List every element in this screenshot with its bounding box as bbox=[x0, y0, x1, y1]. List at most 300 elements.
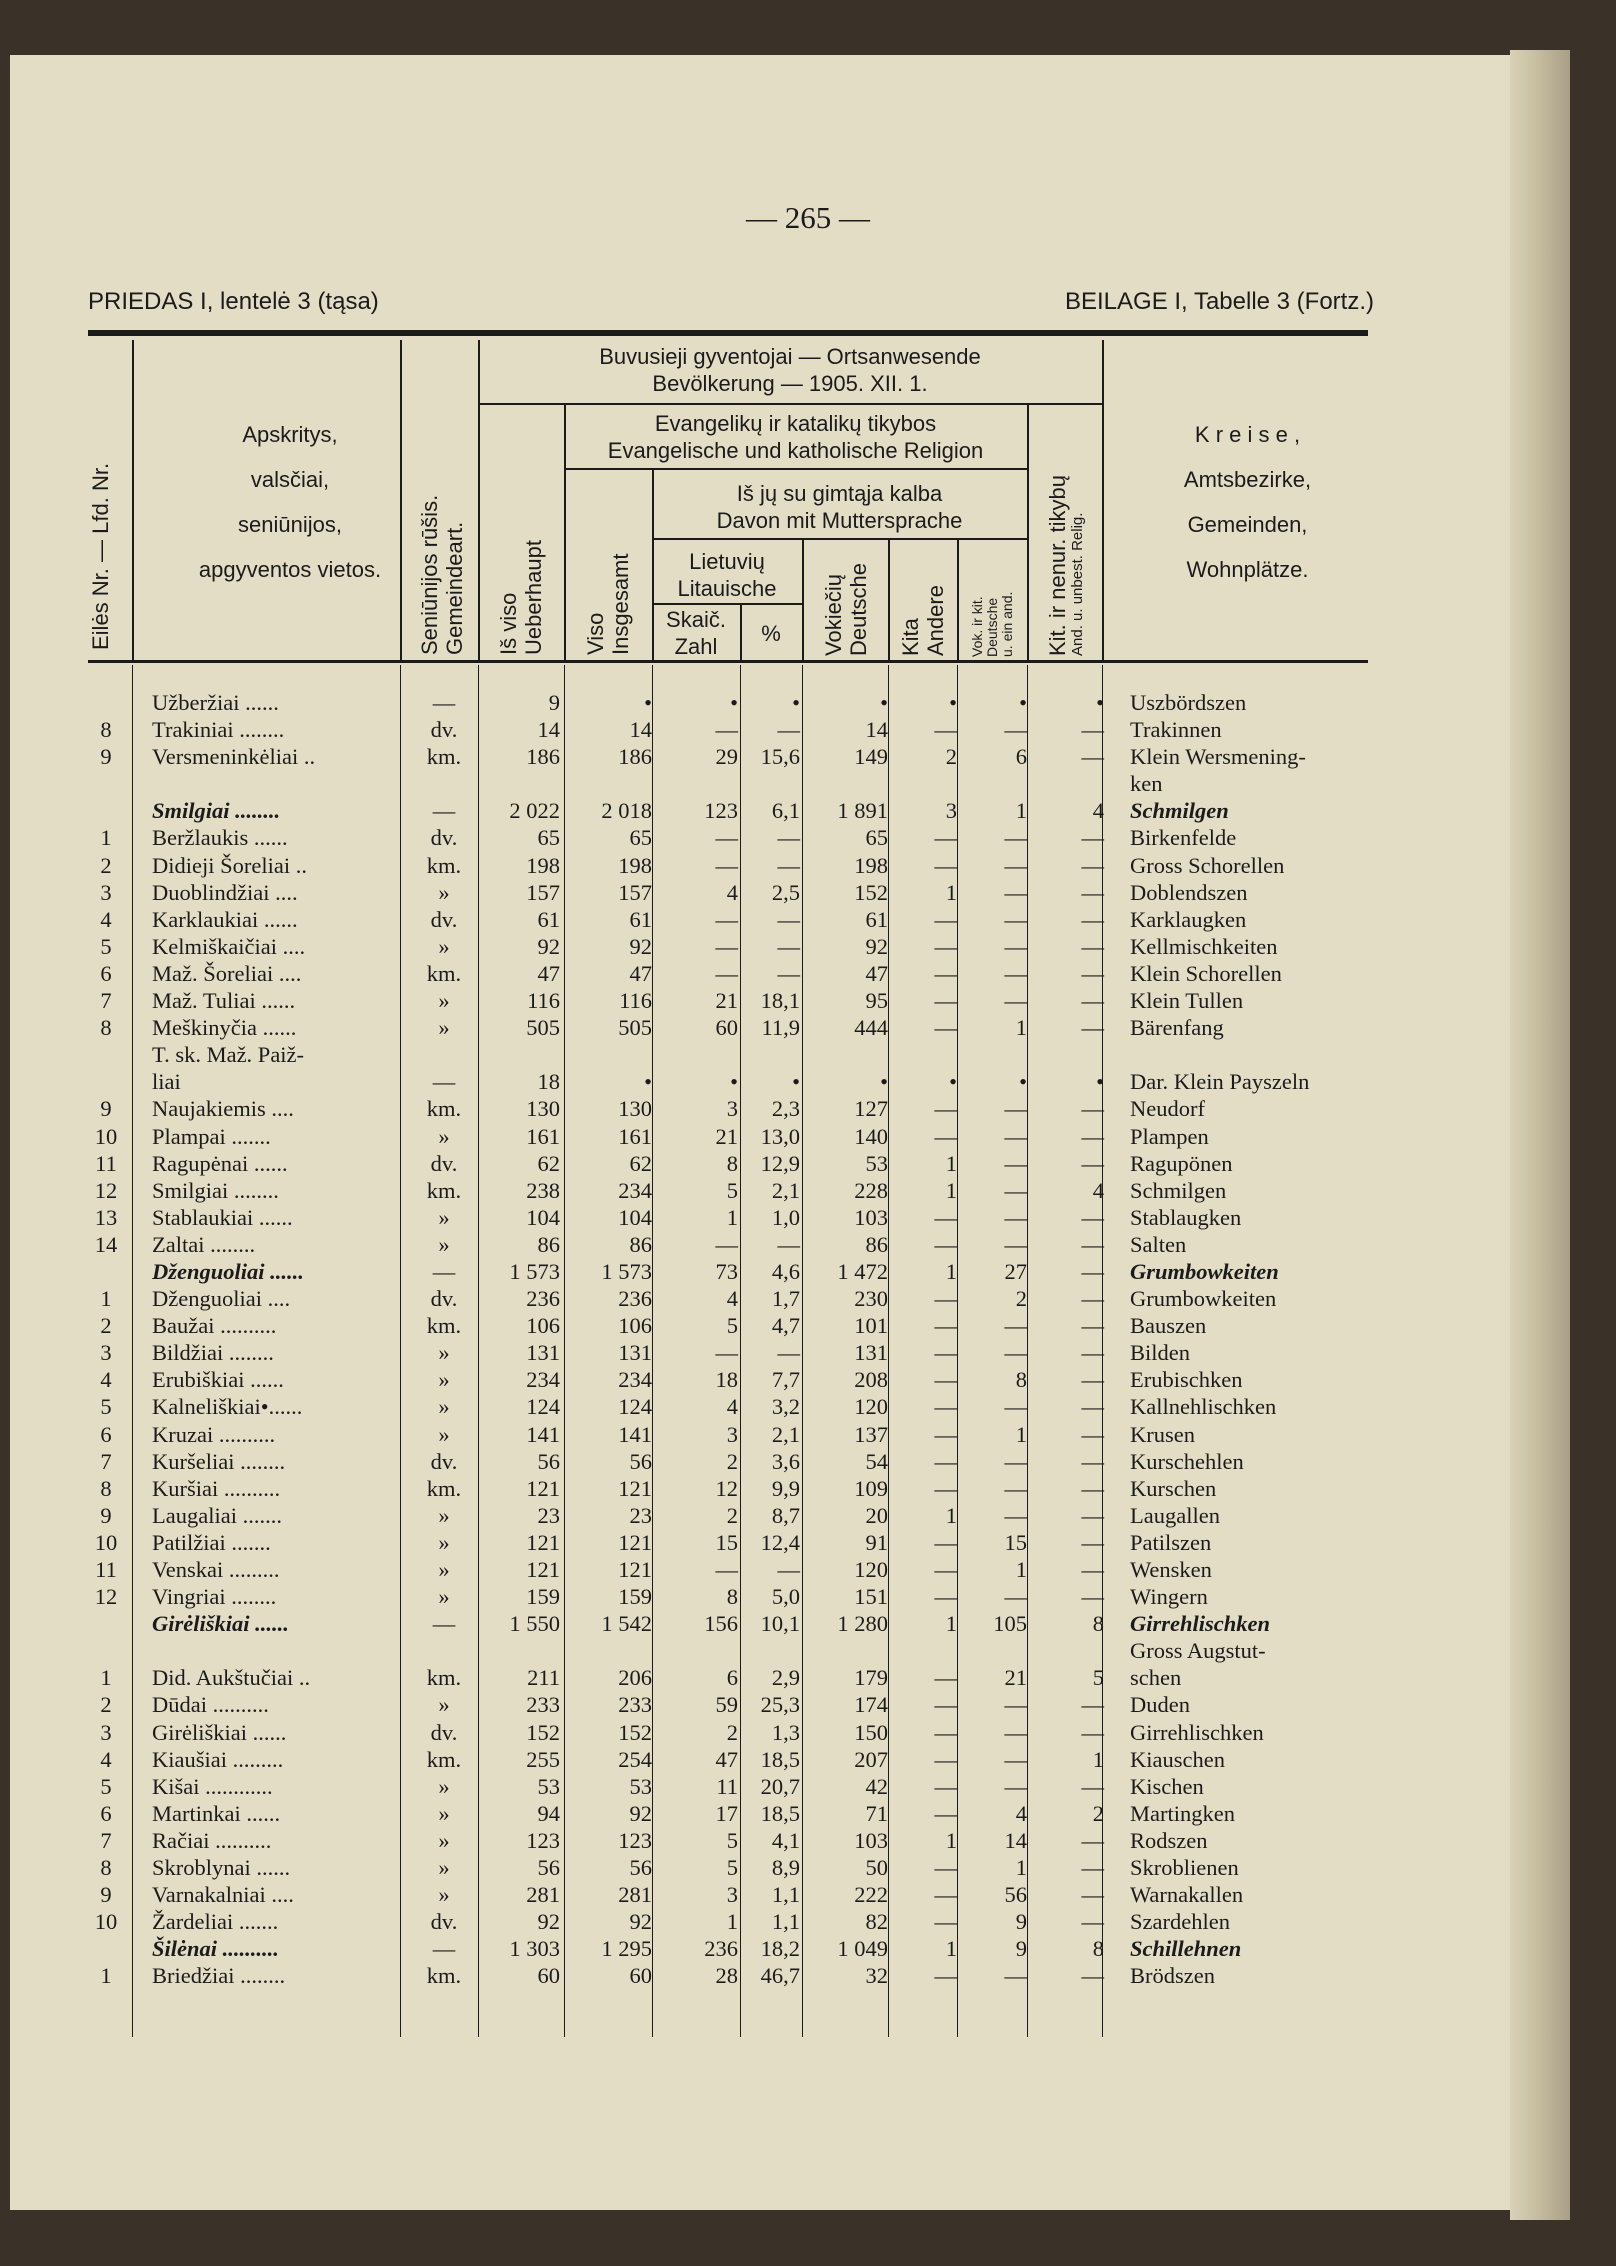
cell-insg: 234 bbox=[618, 1367, 652, 1393]
cell-vkit: 1 bbox=[1015, 798, 1027, 824]
cell-de: Warnakallen bbox=[1130, 1882, 1244, 1908]
cell-and: — bbox=[934, 1692, 957, 1718]
cell-de: Klein Schorellen bbox=[1130, 960, 1282, 986]
cell-pct: 2,3 bbox=[771, 1096, 800, 1122]
cell-nr: 12 bbox=[94, 1584, 118, 1610]
cell-kit: 8 bbox=[1092, 1936, 1104, 1962]
cell-skz: 4 bbox=[726, 1286, 738, 1312]
cell-total: 61 bbox=[537, 906, 560, 932]
cell-de: Krusen bbox=[1130, 1421, 1195, 1447]
cell-vkit: — bbox=[1004, 1448, 1027, 1474]
cell-de: Stablaugken bbox=[1130, 1204, 1242, 1230]
cell-vkit: 105 bbox=[993, 1611, 1027, 1637]
cell-vkit: — bbox=[1004, 988, 1027, 1014]
cell-total: 62 bbox=[537, 1150, 560, 1176]
cell-insg: 186 bbox=[618, 744, 652, 770]
cell-kit: — bbox=[1081, 717, 1104, 743]
de-header-line: Gemeinden, bbox=[1187, 512, 1308, 537]
cell-insg: 198 bbox=[618, 852, 652, 878]
cell-vok: 50 bbox=[865, 1855, 888, 1881]
cell-name: Karklaukiai ...... bbox=[152, 906, 298, 932]
cell-de: Plampen bbox=[1130, 1123, 1209, 1149]
cell-vkit: 1 bbox=[1015, 1557, 1027, 1582]
cell-vkit: — bbox=[1004, 1773, 1027, 1799]
cell-type: — bbox=[432, 690, 456, 715]
evang-rule bbox=[564, 468, 1027, 470]
cell-vkit: — bbox=[1004, 1123, 1027, 1149]
cell-kit: — bbox=[1081, 1367, 1104, 1393]
cell-vkit: — bbox=[1004, 960, 1027, 986]
cell-insg: 161 bbox=[618, 1123, 652, 1149]
name-header-line: apgyventos vietos. bbox=[198, 557, 382, 582]
cell-pct: 18,1 bbox=[760, 988, 800, 1014]
table-row bbox=[0, 906, 1500, 933]
cell-de: Kurschen bbox=[1130, 1475, 1217, 1501]
cell-kit: — bbox=[1081, 1204, 1104, 1230]
cell-skz: 60 bbox=[715, 1015, 738, 1041]
cell-vok: 91 bbox=[865, 1529, 888, 1555]
cell-type: » bbox=[438, 1421, 450, 1447]
cell-pct: 3,2 bbox=[771, 1394, 800, 1420]
cell-total: 92 bbox=[537, 933, 560, 959]
cell-kit: — bbox=[1081, 1502, 1104, 1528]
cell-de: Gross Augstut- bbox=[1130, 1638, 1266, 1664]
cell-skz: 2 bbox=[726, 1719, 738, 1745]
cell-pct: 13,0 bbox=[760, 1123, 800, 1149]
cell-insg: 505 bbox=[618, 1015, 652, 1041]
skz-header-line: Skaič. bbox=[666, 607, 726, 632]
cell-kit: — bbox=[1081, 1286, 1104, 1312]
cell-total: 94 bbox=[537, 1800, 560, 1826]
cell-skz: 73 bbox=[715, 1258, 738, 1284]
cell-skz: 1 bbox=[726, 1909, 738, 1935]
cell-kit: — bbox=[1081, 1963, 1104, 1989]
table-row bbox=[0, 1150, 1500, 1177]
book-spine bbox=[1510, 50, 1570, 2220]
cell-total: 18 bbox=[537, 1069, 560, 1095]
cell-de: Bauszen bbox=[1130, 1313, 1207, 1339]
table-row bbox=[0, 824, 1500, 851]
cell-vkit: 21 bbox=[1004, 1665, 1027, 1691]
cell-vok: • bbox=[880, 690, 888, 715]
table-row bbox=[0, 1312, 1500, 1339]
table-row bbox=[0, 1637, 1500, 1664]
cell-kit: — bbox=[1081, 1719, 1104, 1745]
cell-type: km. bbox=[426, 1177, 462, 1203]
cell-pct: • bbox=[792, 1069, 800, 1095]
table-row bbox=[0, 1421, 1500, 1448]
cell-insg: 23 bbox=[629, 1502, 652, 1528]
cell-insg: • bbox=[644, 1069, 652, 1095]
type-header bbox=[408, 445, 476, 655]
cell-nr: 4 bbox=[100, 906, 112, 932]
cell-total: 86 bbox=[537, 1231, 560, 1257]
cell-and: — bbox=[934, 1313, 957, 1339]
cell-vok: 228 bbox=[854, 1177, 888, 1203]
cell-kit: — bbox=[1081, 1855, 1104, 1881]
cell-skz: • bbox=[730, 690, 738, 715]
cell-and: — bbox=[934, 988, 957, 1014]
cell-insg: 92 bbox=[629, 933, 652, 959]
cell-and: 1 bbox=[945, 879, 957, 905]
cell-type: km. bbox=[426, 1475, 462, 1501]
cell-skz: — bbox=[715, 1340, 738, 1366]
cell-vok: 149 bbox=[854, 744, 888, 770]
cell-de: Klein Tullen bbox=[1130, 988, 1244, 1014]
cell-nr: 5 bbox=[100, 1394, 112, 1420]
table-row bbox=[0, 1962, 1500, 1989]
cell-total: 1 573 bbox=[509, 1258, 560, 1284]
cell-type: — bbox=[432, 798, 456, 824]
cell-name: Patilžiai ....... bbox=[152, 1529, 271, 1555]
table-row bbox=[0, 1529, 1500, 1556]
cell-name: Stablaukiai ...... bbox=[152, 1204, 293, 1230]
cell-insg: 1 573 bbox=[601, 1258, 652, 1284]
cell-insg: 14 bbox=[629, 717, 652, 743]
cell-kit: — bbox=[1081, 988, 1104, 1014]
cell-insg: 1 295 bbox=[601, 1936, 652, 1962]
col-divider bbox=[957, 540, 959, 660]
cell-skz: 28 bbox=[715, 1963, 738, 1989]
cell-vkit: — bbox=[1004, 1746, 1027, 1772]
cell-nr: 10 bbox=[94, 1909, 118, 1935]
cell-kit: — bbox=[1081, 1584, 1104, 1610]
cell-total: 92 bbox=[537, 1909, 560, 1935]
cell-kit: — bbox=[1081, 1313, 1104, 1339]
name-header-line: Apskritys, bbox=[242, 422, 338, 447]
cell-type: » bbox=[438, 1204, 450, 1230]
cell-pct: — bbox=[777, 960, 800, 986]
cell-kit: — bbox=[1081, 1123, 1104, 1149]
cell-nr: 13 bbox=[94, 1204, 118, 1230]
cell-insg: 2 018 bbox=[601, 798, 652, 824]
cell-name: Duoblindžiai .... bbox=[152, 879, 298, 905]
skz-header-line: Zahl bbox=[674, 634, 718, 659]
cell-vkit: — bbox=[1004, 1231, 1027, 1257]
cell-nr: 11 bbox=[95, 1150, 117, 1176]
cell-vkit: — bbox=[1004, 933, 1027, 959]
cell-nr: 1 bbox=[100, 1286, 112, 1312]
cell-pct: 1,1 bbox=[771, 1882, 800, 1908]
evang-header-line: Evangelische und katholische Religion bbox=[607, 438, 984, 463]
cell-de: Grumbowkeiten bbox=[1130, 1286, 1277, 1312]
cell-name: Žardeliai ....... bbox=[152, 1909, 279, 1935]
cell-name: Varnakalniai .... bbox=[152, 1882, 294, 1908]
lit-rule bbox=[652, 603, 802, 605]
cell-type: dv. bbox=[430, 906, 458, 932]
cell-type: km. bbox=[426, 1746, 462, 1772]
cell-nr: 9 bbox=[100, 1882, 112, 1908]
col-divider bbox=[400, 340, 402, 660]
cell-de: Rodszen bbox=[1130, 1827, 1208, 1853]
cell-de: Karklaugken bbox=[1130, 906, 1247, 932]
cell-name: liai bbox=[152, 1069, 181, 1095]
cell-and: — bbox=[934, 1015, 957, 1041]
cell-pct: 9,9 bbox=[771, 1475, 800, 1501]
cell-and: 3 bbox=[945, 798, 957, 824]
cell-name: Baužai .......... bbox=[152, 1313, 277, 1339]
cell-pct: 1,0 bbox=[771, 1204, 800, 1230]
cell-de: Grumbowkeiten bbox=[1130, 1258, 1279, 1284]
cell-insg: 254 bbox=[618, 1746, 652, 1772]
cell-pct: — bbox=[777, 852, 800, 878]
cell-insg: 65 bbox=[629, 825, 652, 851]
cell-vok: 140 bbox=[854, 1123, 888, 1149]
cell-name: Užberžiai ...... bbox=[152, 690, 279, 715]
cell-vok: 131 bbox=[854, 1340, 888, 1366]
cell-name: Kruzai .......... bbox=[152, 1421, 276, 1447]
cell-insg: 92 bbox=[629, 1800, 652, 1826]
cell-pct: — bbox=[777, 1340, 800, 1366]
cell-vok: 152 bbox=[854, 879, 888, 905]
cell-and: — bbox=[934, 1448, 957, 1474]
table-row bbox=[0, 1556, 1500, 1583]
cell-type: » bbox=[438, 879, 450, 905]
cell-pct: 18,2 bbox=[760, 1936, 800, 1962]
cell-type: — bbox=[432, 1069, 456, 1095]
cell-insg: 121 bbox=[618, 1557, 652, 1582]
cell-and: — bbox=[934, 1231, 957, 1257]
cell-name: Kuršiai .......... bbox=[152, 1475, 281, 1501]
cell-total: 198 bbox=[526, 852, 560, 878]
cell-type: » bbox=[438, 1394, 450, 1420]
cell-total: 106 bbox=[526, 1313, 560, 1339]
cell-type: » bbox=[438, 1773, 450, 1799]
cell-vok: 1 472 bbox=[837, 1258, 888, 1284]
cell-skz: — bbox=[715, 852, 738, 878]
cell-insg: 106 bbox=[618, 1313, 652, 1339]
cell-insg: 56 bbox=[629, 1448, 652, 1474]
group-header-line: Bevölkerung — 1905. XII. 1. bbox=[652, 371, 928, 396]
cell-and: 1 bbox=[945, 1258, 957, 1284]
cell-nr: 8 bbox=[100, 717, 112, 743]
cell-and: — bbox=[934, 852, 957, 878]
cell-skz: 8 bbox=[726, 1150, 738, 1176]
cell-kit: — bbox=[1081, 1015, 1104, 1041]
cell-pct: 3,6 bbox=[771, 1448, 800, 1474]
cell-total: 60 bbox=[537, 1963, 560, 1989]
cell-kit: • bbox=[1096, 690, 1104, 715]
cell-insg: 131 bbox=[618, 1340, 652, 1366]
cell-vkit: 9 bbox=[1015, 1909, 1027, 1935]
cell-skz: — bbox=[715, 933, 738, 959]
cell-vok: 54 bbox=[865, 1448, 888, 1474]
cell-vkit: — bbox=[1004, 852, 1027, 878]
de-header-line: K r e i s e , bbox=[1194, 422, 1301, 447]
cell-vkit: — bbox=[1004, 1204, 1027, 1230]
cell-insg: 159 bbox=[618, 1584, 652, 1610]
cell-de: Kiauschen bbox=[1130, 1746, 1225, 1772]
table-row bbox=[0, 1177, 1500, 1204]
top-rule bbox=[88, 330, 1368, 336]
cell-name: Didieji Šoreliai .. bbox=[152, 852, 307, 878]
cell-total: 56 bbox=[537, 1448, 560, 1474]
table-row bbox=[0, 1068, 1500, 1095]
cell-vok: 95 bbox=[865, 988, 888, 1014]
cell-skz: 11 bbox=[716, 1773, 738, 1799]
cell-vkit: 8 bbox=[1015, 1367, 1027, 1393]
type-header-line: Gemeindeart. bbox=[442, 521, 467, 655]
cell-total: 281 bbox=[526, 1882, 560, 1908]
cell-total: 255 bbox=[526, 1746, 560, 1772]
insg-header bbox=[572, 520, 644, 655]
cell-and: • bbox=[949, 1069, 957, 1095]
table-row bbox=[0, 797, 1500, 824]
cell-skz: 8 bbox=[726, 1584, 738, 1610]
cell-vok: 109 bbox=[854, 1475, 888, 1501]
cell-de: schen bbox=[1130, 1665, 1182, 1691]
cell-type: » bbox=[438, 1584, 450, 1610]
cell-vok: 120 bbox=[854, 1394, 888, 1420]
table-row bbox=[0, 933, 1500, 960]
cell-total: 123 bbox=[526, 1827, 560, 1853]
cell-insg: 62 bbox=[629, 1150, 652, 1176]
cell-nr: 3 bbox=[100, 879, 112, 905]
cell-kit: 5 bbox=[1092, 1665, 1104, 1691]
cell-total: 233 bbox=[526, 1692, 560, 1718]
cell-and: — bbox=[934, 1475, 957, 1501]
cell-kit: — bbox=[1081, 1827, 1104, 1853]
cell-and: — bbox=[934, 825, 957, 851]
cell-nr: 9 bbox=[100, 1502, 112, 1528]
cell-vkit: 56 bbox=[1004, 1882, 1027, 1908]
cell-insg: 53 bbox=[629, 1773, 652, 1799]
table-row bbox=[0, 1339, 1500, 1366]
de-header bbox=[1130, 412, 1365, 592]
cell-vkit: — bbox=[1004, 1502, 1027, 1528]
cell-and: — bbox=[934, 1367, 957, 1393]
cell-type: » bbox=[438, 1800, 450, 1826]
cell-type: » bbox=[438, 1123, 450, 1149]
cell-name: Versmeninkėliai .. bbox=[152, 744, 316, 770]
vkit-header-line: Deutsche bbox=[984, 597, 1000, 657]
cell-de: Schmilgen bbox=[1130, 798, 1229, 824]
cell-type: » bbox=[438, 1231, 450, 1257]
cell-pct: 18,5 bbox=[760, 1746, 800, 1772]
cell-vok: 71 bbox=[865, 1800, 888, 1826]
cell-name: Did. Aukštučiai .. bbox=[152, 1665, 311, 1691]
cell-total: 186 bbox=[526, 744, 560, 770]
cell-nr: 1 bbox=[100, 1665, 112, 1691]
cell-de: Martingken bbox=[1130, 1800, 1235, 1826]
cell-type: — bbox=[432, 1611, 456, 1637]
cell-name: Dženguoliai ...... bbox=[152, 1258, 304, 1284]
cell-vkit: 1 bbox=[1015, 1015, 1027, 1041]
cell-vkit: — bbox=[1004, 1340, 1027, 1366]
cell-vkit: 14 bbox=[1004, 1827, 1027, 1853]
table-row bbox=[0, 960, 1500, 987]
cell-de: Birkenfelde bbox=[1130, 825, 1237, 851]
cell-name: Račiai .......... bbox=[152, 1827, 272, 1853]
cell-name: Dūdai .......... bbox=[152, 1692, 269, 1718]
cell-name: Plampai ....... bbox=[152, 1123, 271, 1149]
cell-total: 116 bbox=[527, 988, 560, 1014]
cell-type: dv. bbox=[430, 1448, 458, 1474]
cell-insg: 141 bbox=[618, 1421, 652, 1447]
cell-de: Wingern bbox=[1130, 1584, 1208, 1610]
cell-type: km. bbox=[426, 1313, 462, 1339]
cell-insg: 233 bbox=[618, 1692, 652, 1718]
table-row bbox=[0, 987, 1500, 1014]
cell-name: Kišai ............ bbox=[152, 1773, 273, 1799]
cell-and: — bbox=[934, 1773, 957, 1799]
cell-vkit: — bbox=[1004, 1394, 1027, 1420]
table-row bbox=[0, 1393, 1500, 1420]
cell-and: — bbox=[934, 1746, 957, 1772]
cell-insg: 60 bbox=[629, 1963, 652, 1989]
cell-pct: — bbox=[777, 906, 800, 932]
cell-skz: 2 bbox=[726, 1502, 738, 1528]
cell-vok: 20 bbox=[865, 1502, 888, 1528]
cell-de: Bärenfang bbox=[1130, 1015, 1224, 1041]
cell-vkit: — bbox=[1004, 1096, 1027, 1122]
table-row bbox=[0, 879, 1500, 906]
cell-skz: 59 bbox=[715, 1692, 738, 1718]
cell-nr: 10 bbox=[94, 1123, 118, 1149]
cell-total: 505 bbox=[526, 1015, 560, 1041]
name-header-line: seniūnijos, bbox=[238, 512, 342, 537]
cell-pct: • bbox=[792, 690, 800, 715]
vok-header-line: Deutsche bbox=[846, 563, 871, 656]
cell-and: — bbox=[934, 1096, 957, 1122]
cell-name: T. sk. Maž. Paiž- bbox=[152, 1042, 305, 1068]
cell-name: Smilgiai ........ bbox=[152, 1177, 279, 1203]
table-row bbox=[0, 689, 1500, 716]
cell-de: Uszbördszen bbox=[1130, 690, 1247, 715]
cell-total: 159 bbox=[526, 1584, 560, 1610]
cell-skz: 21 bbox=[715, 1123, 738, 1149]
cell-pct: 46,7 bbox=[760, 1963, 800, 1989]
cell-skz: — bbox=[715, 960, 738, 986]
cell-nr: 9 bbox=[100, 1096, 112, 1122]
cell-total: 53 bbox=[537, 1773, 560, 1799]
cell-skz: 17 bbox=[715, 1800, 738, 1826]
cell-nr: 11 bbox=[95, 1557, 117, 1582]
cell-nr: 1 bbox=[100, 1963, 112, 1989]
cell-and: — bbox=[934, 1286, 957, 1312]
cell-skz: — bbox=[715, 825, 738, 851]
table-row bbox=[0, 1204, 1500, 1231]
cell-vok: 198 bbox=[854, 852, 888, 878]
lit-header-line: Litauische bbox=[677, 576, 777, 601]
cell-nr: 5 bbox=[100, 933, 112, 959]
cell-skz: 123 bbox=[704, 798, 738, 824]
cell-skz: — bbox=[715, 906, 738, 932]
cell-total: 131 bbox=[526, 1340, 560, 1366]
cell-type: km. bbox=[426, 744, 462, 770]
cell-insg: 206 bbox=[618, 1665, 652, 1691]
cell-skz: 47 bbox=[715, 1746, 738, 1772]
cell-name: Kiaušiai ......... bbox=[152, 1746, 284, 1772]
cell-and: 2 bbox=[945, 744, 957, 770]
group-rule bbox=[478, 403, 1102, 405]
cell-kit: — bbox=[1081, 1475, 1104, 1501]
cell-type: dv. bbox=[430, 825, 458, 851]
col-divider bbox=[802, 540, 804, 660]
cell-and: 1 bbox=[945, 1177, 957, 1203]
table-row bbox=[0, 1475, 1500, 1502]
cell-name: Bildžiai ........ bbox=[152, 1340, 274, 1366]
cell-insg: 124 bbox=[618, 1394, 652, 1420]
cell-insg: 121 bbox=[618, 1529, 652, 1555]
table-row bbox=[0, 1583, 1500, 1610]
cell-vkit: — bbox=[1004, 1963, 1027, 1989]
cell-name: Trakiniai ........ bbox=[152, 717, 285, 743]
cell-kit: — bbox=[1081, 1773, 1104, 1799]
cell-pct: 1,3 bbox=[771, 1719, 800, 1745]
cell-vok: 103 bbox=[854, 1827, 888, 1853]
cell-total: 121 bbox=[526, 1475, 560, 1501]
